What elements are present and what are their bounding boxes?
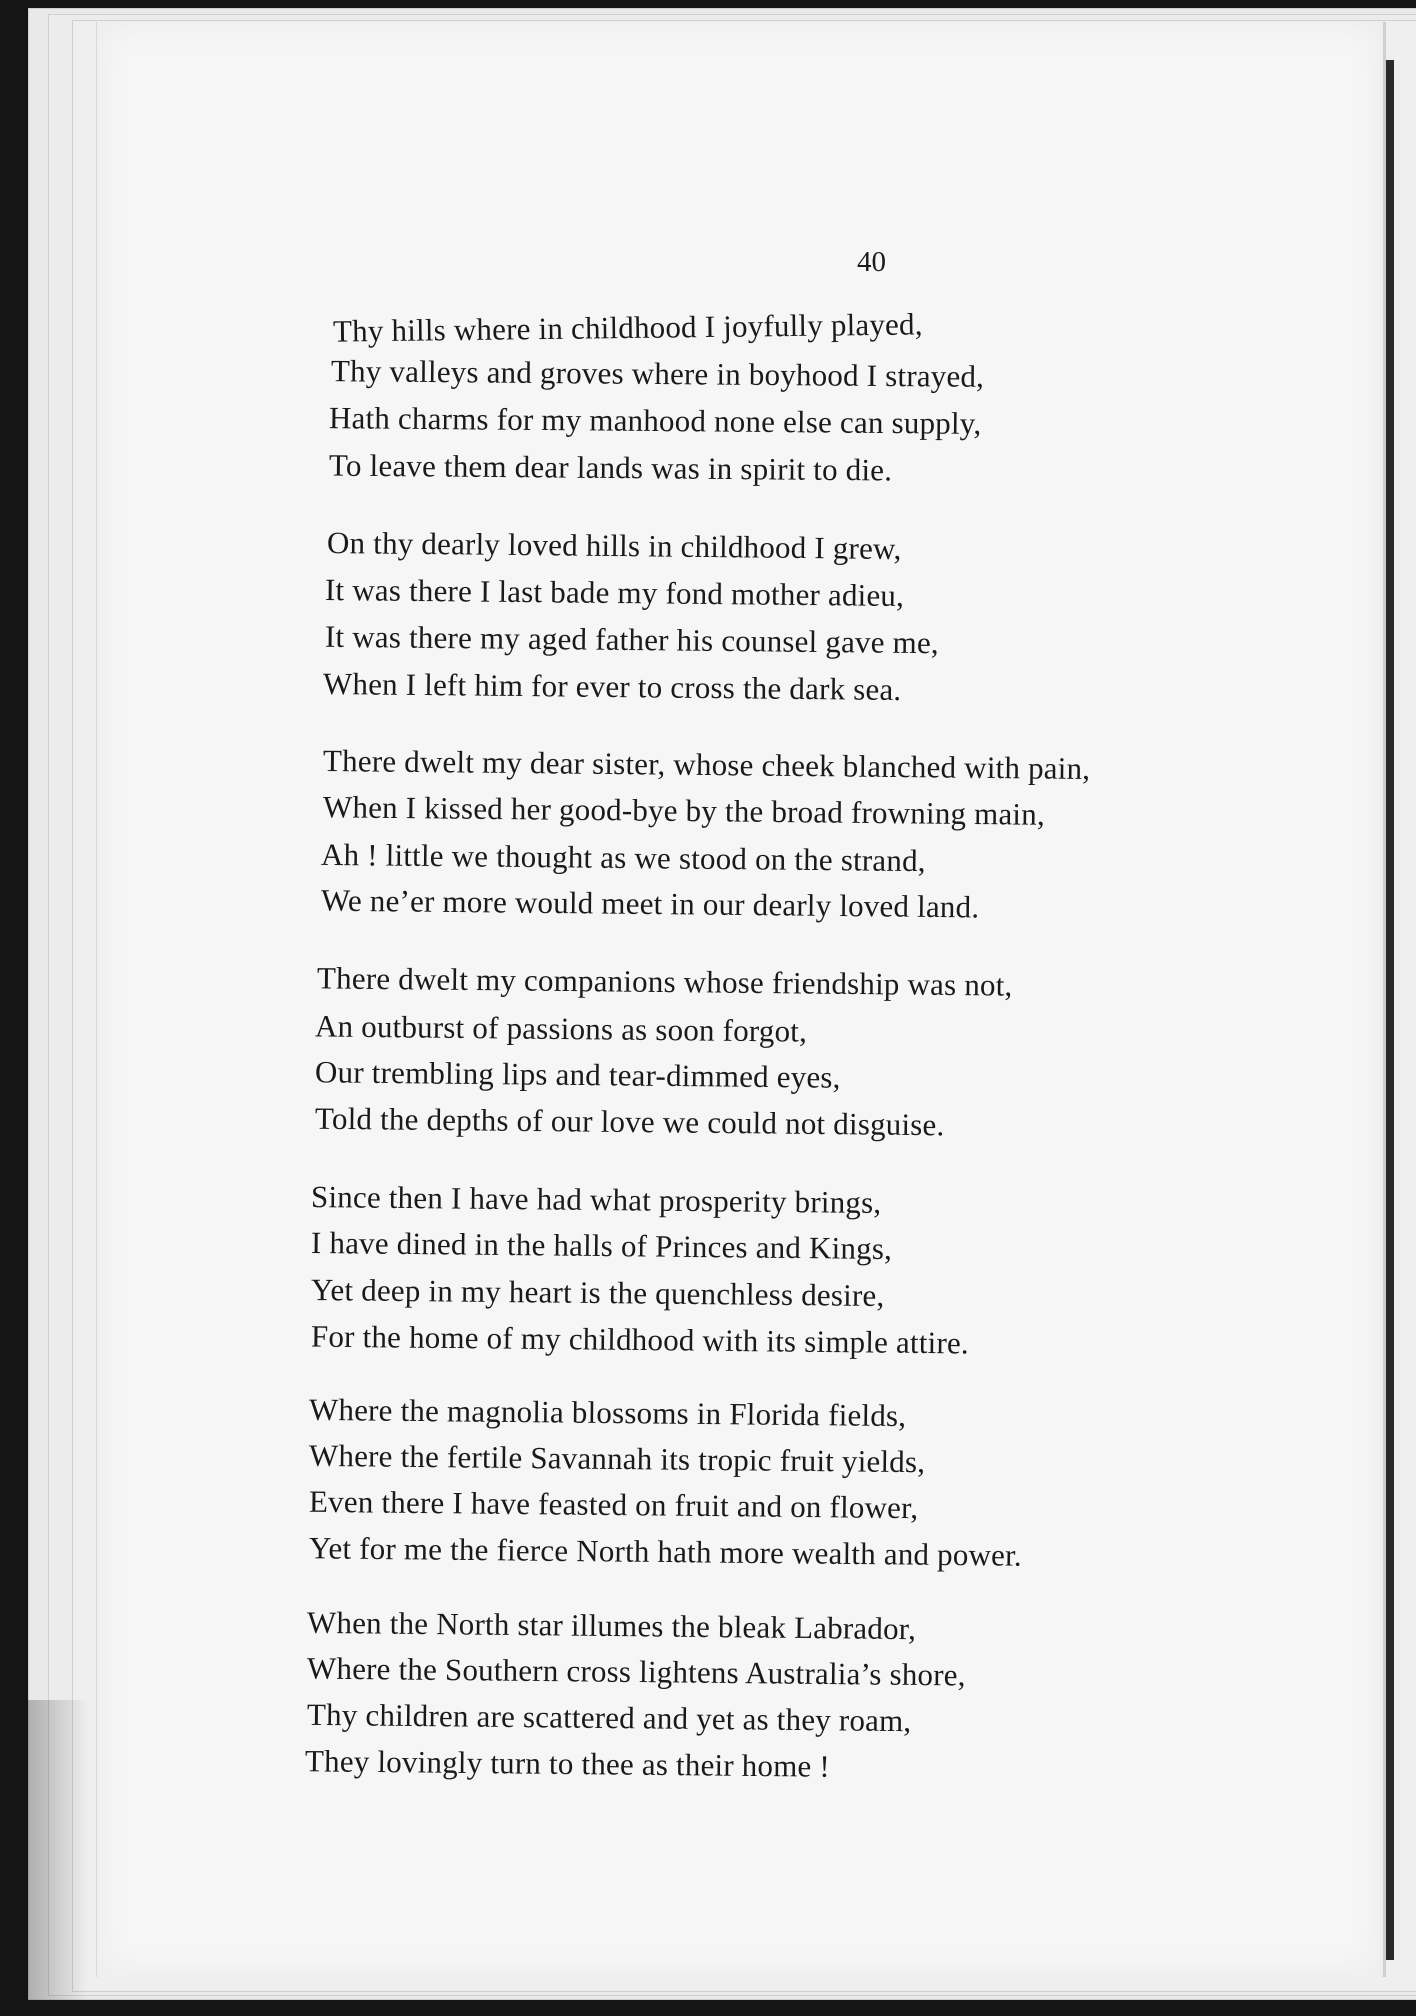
poem-line: For the home of my childhood with its simple attire.: [310, 1318, 970, 1361]
poem-line: Ah ! little we thought as we stood on the strand,: [320, 836, 926, 879]
binding-shadow: [28, 1700, 88, 2000]
poem-line: We ne’er more would meet in our dearly loved land.: [320, 882, 980, 925]
poem-line: Thy hills where in childhood I joyfully played,: [332, 306, 923, 349]
poem-line: They lovingly turn to thee as their home !: [304, 1743, 831, 1784]
poem-line: When the North star illumes the bleak Labrador,: [306, 1604, 917, 1647]
poem-line: When I kissed her good-bye by the broad frowning main,: [322, 789, 1046, 832]
poem-line: Yet for me the fierce North hath more wealth and power.: [308, 1530, 1023, 1573]
page-number: 40: [857, 246, 886, 278]
poem-line: Thy children are scattered and yet as they roam,: [306, 1696, 912, 1739]
poem-line: Where the magnolia blossoms in Florida fields,: [308, 1391, 907, 1434]
poem-line: It was there my aged father his counsel gave me,: [324, 618, 940, 661]
poem-line: Hath charms for my manhood none else can supply,: [328, 400, 982, 441]
poem-line: There dwelt my companions whose friendship was not,: [316, 960, 1013, 1003]
poem-line: To leave them dear lands was in spirit to die.: [328, 447, 893, 488]
poem-line: Yet deep in my heart is the quenchless desire,: [310, 1271, 885, 1314]
poem-line: Where the Southern cross lightens Australia’s shore,: [306, 1650, 966, 1693]
poem-line: Our trembling lips and tear-dimmed eyes,: [314, 1054, 841, 1095]
poem-line: Where the fertile Savannah its tropic fruit yields,: [308, 1437, 926, 1480]
poem-line: When I left him for ever to cross the dark sea.: [322, 665, 902, 708]
poem-line: Even there I have feasted on fruit and on flower,: [308, 1483, 919, 1526]
poem-line: It was there I last bade my fond mother adieu,: [324, 571, 905, 614]
poem-line: There dwelt my dear sister, whose cheek blanched with pain,: [322, 742, 1091, 787]
poem-line: I have dined in the halls of Princes and Kings,: [310, 1224, 893, 1267]
poem-line: On thy dearly loved hills in childhood I grew,: [326, 524, 902, 567]
poem-line: An outburst of passions as soon forgot,: [314, 1008, 808, 1049]
poem-line: Thy valleys and groves where in boyhood I strayed,: [330, 353, 985, 394]
poem-line: Told the depths of our love we could not disguise.: [314, 1100, 945, 1143]
poem-line: Since then I have had what prosperity brings,: [310, 1179, 882, 1220]
book-page: [96, 22, 1386, 1977]
